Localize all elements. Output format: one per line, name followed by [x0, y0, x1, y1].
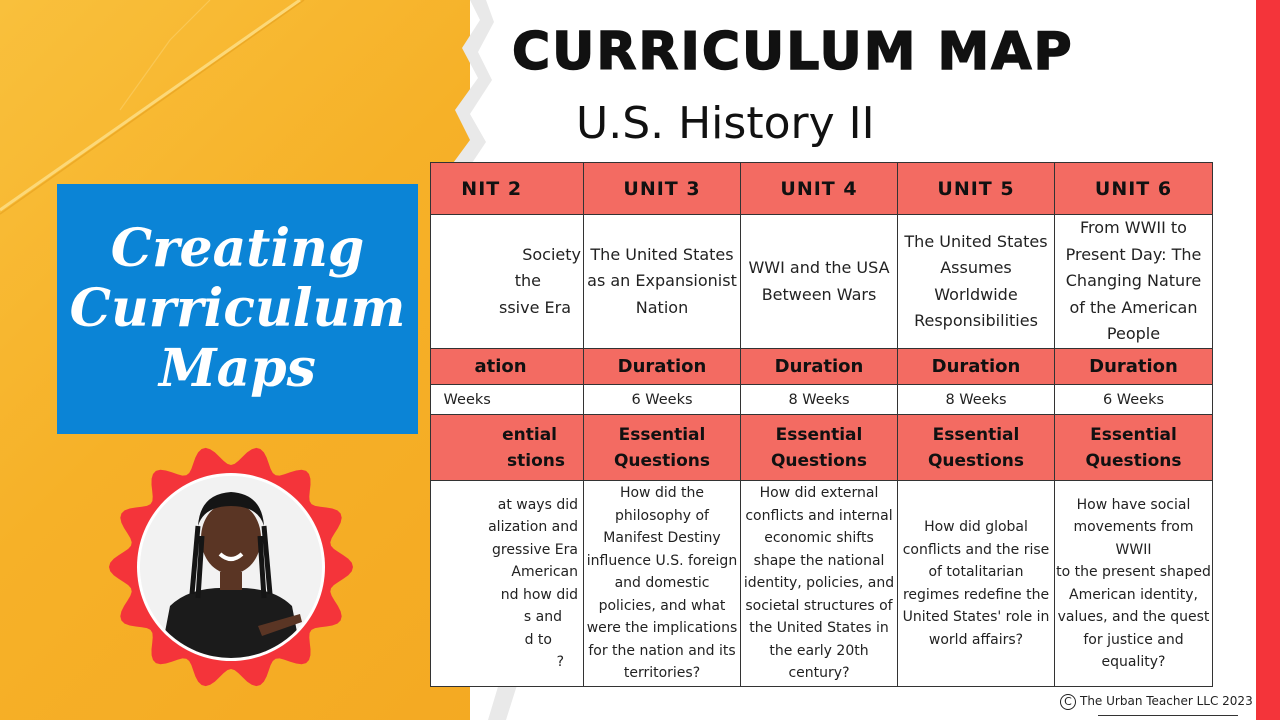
title-card-line: Curriculum — [69, 278, 406, 339]
essential-question: How did external conflicts and internal economic shifts shape the national identity, policies, and societal structures of the United States in the early 20th century? — [741, 481, 898, 687]
unit-header: UNIT 4 — [741, 163, 898, 215]
title-card — [57, 184, 418, 434]
duration-label: Duration — [741, 349, 898, 385]
duration-label: Duration — [898, 349, 1055, 385]
title-card-line: Creating — [110, 218, 365, 279]
copyright-text: The Urban Teacher LLC 2023 — [1080, 694, 1253, 708]
copyright-divider — [1098, 715, 1238, 716]
question-label: Essential Questions — [898, 415, 1055, 481]
question-label: ential stions — [431, 415, 584, 481]
unit-header: UNIT 5 — [898, 163, 1055, 215]
essential-question: How have social movements from WWII to the present shaped American identity, values, and the quest for justice and equality? — [1055, 481, 1213, 687]
curriculum-map-table — [430, 162, 1213, 687]
page-title: CURRICULUM MAP — [512, 22, 1074, 82]
essential-question: How did global conflicts and the rise of totalitarian regimes redefine the United States' role in world affairs? — [898, 481, 1055, 687]
question-row — [431, 481, 1213, 687]
duration-value-row — [431, 385, 1213, 415]
presenter-photo — [140, 476, 322, 658]
red-edge-strip — [1256, 0, 1280, 720]
duration-label-row — [431, 349, 1213, 385]
essential-question: How did the philosophy of Manifest Destiny influence U.S. foreign and domestic policies, and what were the implications for the nation and its territories? — [584, 481, 741, 687]
topic-row — [431, 215, 1213, 349]
duration-value: 6 Weeks — [584, 385, 741, 415]
unit-header: UNIT 6 — [1055, 163, 1213, 215]
essential-question: at ways did alization and gressive Era American nd how did s and d to ? — [431, 481, 584, 687]
title-card-line: Maps — [159, 338, 316, 399]
question-label: Essential Questions — [741, 415, 898, 481]
unit-topic: From WWII to Present Day: The Changing Nature of the American People — [1055, 215, 1213, 349]
duration-value: 8 Weeks — [741, 385, 898, 415]
page-subtitle: U.S. History II — [576, 98, 875, 149]
unit-header: NIT 2 — [431, 163, 584, 215]
duration-value: Weeks — [431, 385, 584, 415]
duration-value: 8 Weeks — [898, 385, 1055, 415]
duration-value: 6 Weeks — [1055, 385, 1213, 415]
duration-label: Duration — [1055, 349, 1213, 385]
question-label-row — [431, 415, 1213, 481]
question-label: Essential Questions — [1055, 415, 1213, 481]
unit-header-row — [431, 163, 1213, 215]
presenter-illustration — [140, 476, 322, 658]
duration-label: ation — [431, 349, 584, 385]
unit-topic: Society the ssive Era — [431, 215, 584, 349]
copyright-notice — [1060, 694, 1253, 710]
unit-topic: The United States Assumes Worldwide Responsibilities — [898, 215, 1055, 349]
unit-header: UNIT 3 — [584, 163, 741, 215]
copyright-icon: C — [1060, 694, 1076, 710]
unit-topic: WWI and the USA Between Wars — [741, 215, 898, 349]
unit-topic: The United States as an Expansionist Nation — [584, 215, 741, 349]
question-label: Essential Questions — [584, 415, 741, 481]
duration-label: Duration — [584, 349, 741, 385]
